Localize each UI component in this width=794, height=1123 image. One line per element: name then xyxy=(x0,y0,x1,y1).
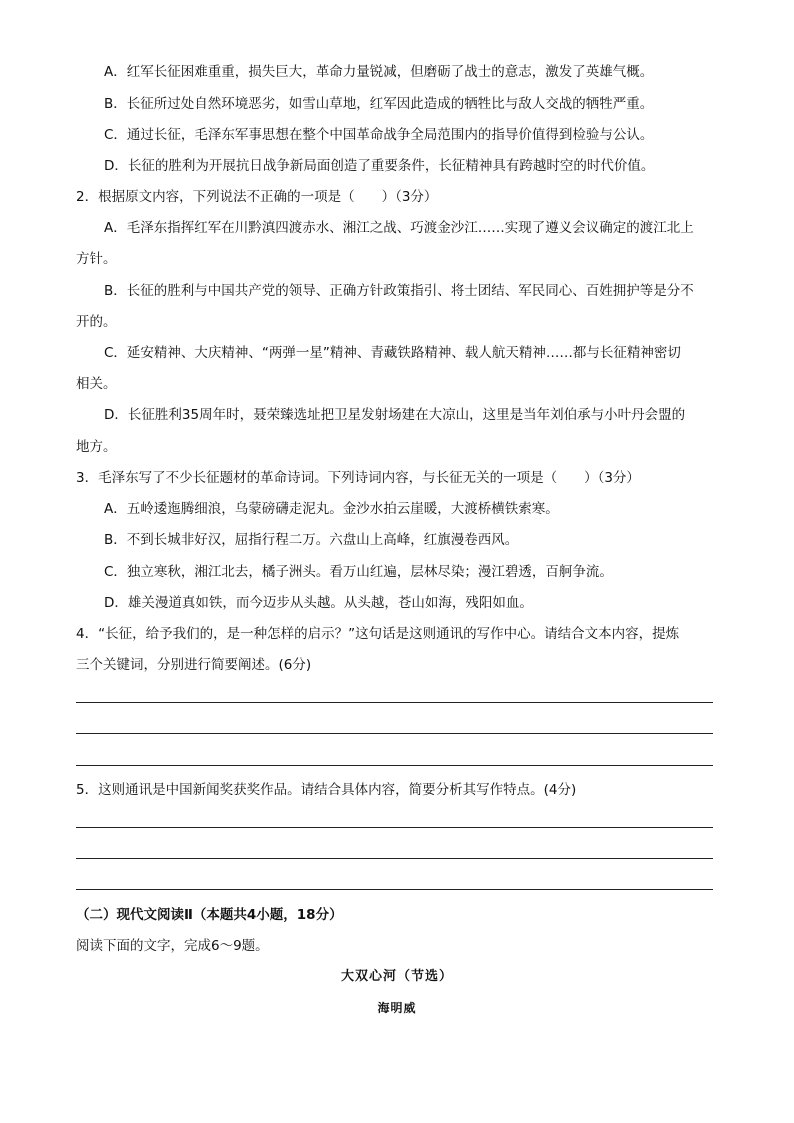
q4-answer-line-1[interactable] xyxy=(76,702,713,703)
passage-title: 大双心河（节选） xyxy=(340,969,453,984)
q5-stem: 5．这则通讯是中国新闻奖获奖作品。请结合具体内容，简要分析其写作特点。(4分) xyxy=(76,782,577,798)
q4-answer-line-3[interactable] xyxy=(76,765,713,766)
q5-answer-line-1[interactable] xyxy=(76,827,713,828)
q2-stem: 2．根据原文内容，下列说法不正确的一项是（ ）（3分） xyxy=(76,189,438,205)
q2-option-c-line2: 相关。 xyxy=(76,376,117,392)
section2-header: （二）现代文阅读Ⅱ（本题共4小题，18分） xyxy=(76,907,343,923)
q2-option-a-line2: 方针。 xyxy=(76,251,117,267)
q2-option-d-line2: 地方。 xyxy=(76,439,117,455)
q2-option-a-line1: A．毛泽东指挥红军在川黔滇四渡赤水、湘江之战、巧渡金沙江……实现了遵义会议确定的渡江北上 xyxy=(104,220,694,236)
q3-stem: 3．毛泽东写了不少长征题材的革命诗词。下列诗词内容，与长征无关的一项是（ ）（3分） xyxy=(76,470,640,486)
q5-answer-line-2[interactable] xyxy=(76,858,713,859)
q5-answer-line-3[interactable] xyxy=(76,889,713,890)
q4-answer-line-2[interactable] xyxy=(76,733,713,734)
section2-instruction: 阅读下面的文字，完成6～9题。 xyxy=(76,938,269,954)
q3-option-b: B．不到长城非好汉，屈指行程二万。六盘山上高峰，红旗漫卷西风。 xyxy=(104,532,519,548)
q2-option-d-line1: D．长征胜利35周年时，聂荣臻选址把卫星发射场建在大凉山，这里是当年刘伯承与小叶丹会盟的 xyxy=(104,407,686,423)
q1-option-c: C．通过长征，毛泽东军事思想在整个中国革命战争全局范围内的指导价值得到检验与公认。 xyxy=(104,127,654,143)
q1-option-b: B．长征所过处自然环境恶劣，如雪山草地，红军因此造成的牺牲比与敌人交战的牺牲严重。 xyxy=(104,96,654,112)
q1-option-d: D．长征的胜利为开展抗日战争新局面创造了重要条件，长征精神具有跨越时空的时代价值。 xyxy=(104,158,655,174)
q1-option-a: A．红军长征困难重重，损失巨大，革命力量锐减，但磨砺了战士的意志，激发了英雄气概。 xyxy=(104,64,654,80)
q4-stem-line1: 4．“长征，给予我们的，是一种怎样的启示？”这句话是这则通讯的写作中心。请结合文本内容，提炼 xyxy=(76,626,680,642)
q4-stem-line2: 三个关键词，分别进行简要阐述。(6分) xyxy=(76,657,312,673)
q2-option-c-line1: C．延安精神、大庆精神、“两弹一星”精神、青藏铁路精神、载人航天精神……都与长征精神密切 xyxy=(104,345,681,361)
q2-option-b-line2: 开的。 xyxy=(76,314,117,330)
passage-author: 海明威 xyxy=(377,1001,417,1015)
q3-option-c: C．独立寒秋，湘江北去，橘子洲头。看万山红遍，层林尽染；漫江碧透，百舸争流。 xyxy=(104,564,613,580)
q2-option-b-line1: B．长征的胜利与中国共产党的领导、正确方针政策指引、将士团结、军民同心、百姓拥护等是分不 xyxy=(104,283,694,299)
q3-option-d: D．雄关漫道真如铁，而今迈步从头越。从头越，苍山如海，残阳如血。 xyxy=(104,595,533,611)
q3-option-a: A．五岭逶迤腾细浪，乌蒙磅礴走泥丸。金沙水拍云崖暖，大渡桥横铁索寒。 xyxy=(104,501,559,517)
